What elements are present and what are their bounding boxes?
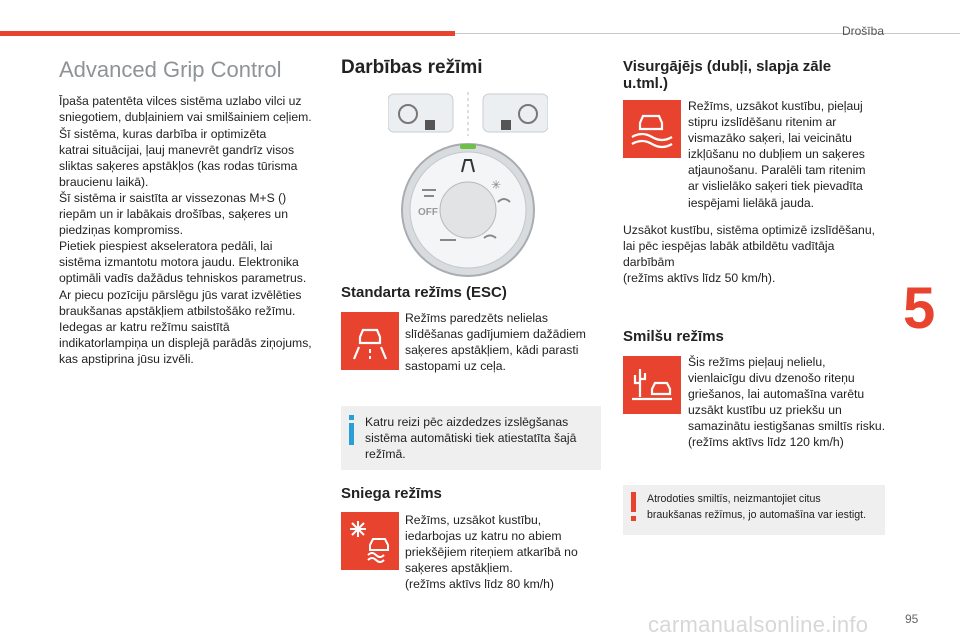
intro-line: braucienu laikā).: [59, 174, 149, 189]
mud-line: Režīms, uzsākot kustību, pieļauj: [688, 99, 863, 113]
mode-dial-svg: [388, 92, 548, 277]
info-line: sistēma automātiski tiek atiestatīta šajā: [365, 431, 577, 446]
mud-extra-line: lai pēc iespējas labāk atbildētu vadītāja: [623, 239, 835, 254]
snow-mode-text: [405, 512, 605, 592]
mud-title-line: u.tml.): [623, 75, 668, 93]
snow-mode-title: Sniega režīms: [341, 485, 442, 502]
intro-title: Advanced Grip Control: [59, 57, 282, 82]
warning-note: [623, 485, 885, 535]
intro-line: sniegotiem, dubļainiem vai smilšainiem ceļiem.: [59, 110, 312, 125]
mud-mode-text: [688, 98, 888, 211]
mud-extra-line: darbībām: [623, 255, 675, 270]
snow-mode-icon: [341, 512, 399, 570]
intro-line: riepām un ir labākais drošības, saķeres un: [59, 207, 288, 222]
sand-line: (režīms aktīvs līdz 120 km/h): [688, 435, 844, 450]
mud-mode-title: [623, 58, 883, 93]
intro-line: Iedegas ar katru režīmu saistītā: [59, 319, 230, 334]
intro-line: kas apstiprina jūsu izvēli.: [59, 351, 194, 366]
mud-extra-line: Uzsākot kustību, sistēma optimizē izslīdēšanu,: [623, 223, 875, 237]
snow-line: (režīms aktīvs līdz 80 km/h): [405, 577, 554, 592]
snow-line: Režīms, uzsākot kustību,: [405, 513, 542, 527]
header-rule: [455, 33, 960, 34]
mud-line: iespējami lielākā jauda.: [688, 195, 815, 210]
intro-line: katrai situācijai, ļauj manevrēt gandrīz visos: [59, 142, 295, 157]
intro-line: Ar piecu pozīciju pārslēgu jūs varat izvēlēties: [59, 287, 302, 302]
mud-extra-line: (režīms aktīvs līdz 50 km/h).: [623, 271, 776, 286]
intro-line: Šī sistēma, kuras darbība ir optimizēta: [59, 126, 267, 141]
section-name: Drošība: [841, 24, 884, 38]
mud-mode-icon: [623, 100, 681, 158]
intro-paragraph: [59, 93, 321, 367]
page-number: 95: [905, 612, 919, 626]
mud-line: stipru izslīdēšanu ritenim ar: [688, 115, 837, 130]
svg-text:✳: ✳: [491, 178, 502, 192]
sand-mode-text: [688, 354, 888, 451]
intro-line: braukšanas apstākļiem atbilstošāko režīmu.: [59, 303, 296, 318]
sand-line: vienlaicīgu divu dzenošo riteņu: [688, 371, 855, 386]
standard-line: sastopami uz ceļa.: [405, 359, 506, 374]
header-accent-bar: [0, 31, 455, 36]
mud-line: ar vislielāko saķeri tiek pievadīta: [688, 179, 863, 194]
sand-line: samazinātu iestigšanas smiltīs risku.: [688, 419, 886, 434]
snow-line: iedarbojas uz katru no abiem: [405, 529, 562, 544]
mud-extra-text: [623, 222, 888, 286]
standard-mode-text: [405, 310, 605, 374]
snowflake-car-icon: [348, 519, 392, 563]
mud-line: izkļūšanu no dubļiem un saķeres: [688, 147, 865, 162]
standard-mode-icon: [341, 312, 399, 370]
cactus-car-icon: [630, 365, 674, 405]
intro-line: sistēma izmantotu motora jaudu. Elektronika: [59, 255, 299, 270]
sand-line: uzsākt kustību uz priekšu un: [688, 403, 842, 418]
intro-line: piedziņas kompromiss.: [59, 223, 183, 238]
intro-line: sliktas saķeres apstākļos (kas rodas tūrisma: [59, 158, 298, 173]
mud-car-icon: [630, 109, 674, 149]
info-line: Katru reizi pēc aizdedzes izslēgšanas: [365, 415, 569, 429]
snow-line: saķeres apstākļiem.: [405, 561, 513, 576]
sand-mode-title: Smilšu režīms: [623, 328, 724, 345]
watermark: carmanualsonline.info: [648, 612, 869, 637]
warning-line: Atrodoties smiltīs, neizmantojiet citus: [647, 493, 821, 505]
warning-icon: [631, 492, 636, 522]
mode-dial-illustration: [388, 92, 548, 277]
info-icon: [349, 415, 354, 445]
sand-mode-icon: [623, 356, 681, 414]
info-line: režīmā.: [365, 447, 406, 462]
intro-column: [59, 57, 321, 367]
dial-off-label: OFF: [418, 207, 438, 218]
snow-line: priekšējiem riteņiem atkarībā no: [405, 545, 578, 560]
mud-title-line: Visurgājējs (dubļi, slapja zāle: [623, 58, 832, 75]
standard-line: Režīms paredzēts nelielas: [405, 311, 548, 325]
mud-line: atjaunošanu. Paralēli tam ritenim: [688, 163, 866, 178]
mud-line: vismazāko saķeri, lai veicinātu: [688, 131, 852, 146]
sand-line: griešanos, lai automašīna varētu: [688, 387, 865, 402]
warning-line: braukšanas režīmus, jo automašīna var iestigt.: [647, 509, 867, 521]
modes-title: Darbības režīmi: [341, 57, 483, 78]
intro-line: indikatorlampiņa un displejā parādās ziņojums,: [59, 335, 312, 350]
intro-line: optimāli vadīs dažādus tehniskos parametrus.: [59, 271, 307, 286]
info-note: [341, 406, 601, 470]
intro-line: Pietiek piespiest akseleratora pedāli, lai: [59, 239, 273, 254]
intro-line: Īpaša patentēta vilces sistēma uzlabo vilci uz: [59, 94, 302, 109]
chapter-number: 5: [903, 276, 936, 341]
standard-line: slīdēšanas gadījumiem dažādiem: [405, 327, 586, 342]
intro-line: Šī sistēma ir saistīta ar vissezonas M+S (): [59, 190, 287, 205]
car-road-icon: [350, 321, 390, 361]
standard-line: saķeres apstākļiem, kādi parasti: [405, 343, 579, 358]
standard-mode-title: Standarta režīms (ESC): [341, 284, 507, 301]
sand-line: Šis režīms pieļauj nelielu,: [688, 355, 826, 369]
